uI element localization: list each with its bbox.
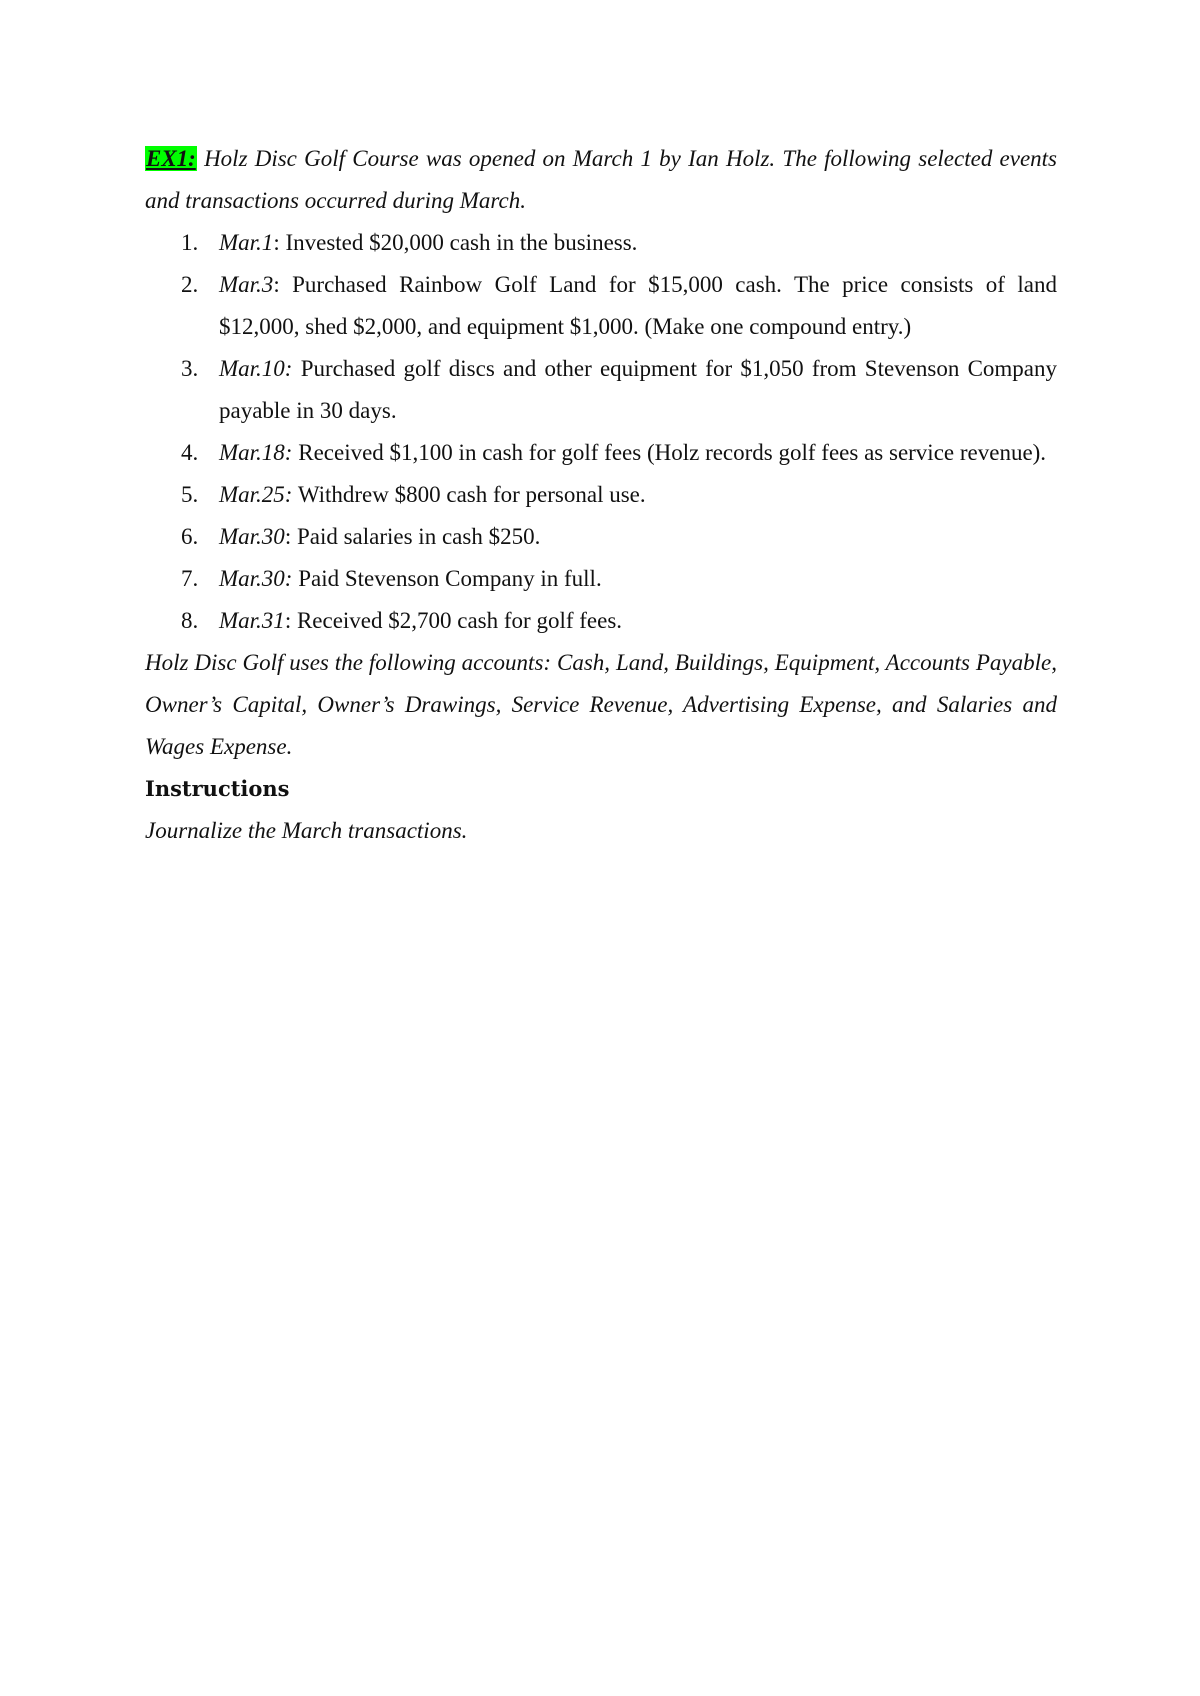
item-number: 7. <box>181 566 199 591</box>
list-item <box>145 474 1057 516</box>
item-number: 3. <box>181 356 199 381</box>
item-date: Mar.18: <box>219 440 293 465</box>
list-item <box>145 348 1057 432</box>
list-item <box>145 222 1057 264</box>
item-separator: : <box>273 230 286 255</box>
exercise-label: EX1: <box>146 146 196 171</box>
instructions-text: Journalize the March transactions. <box>145 818 468 843</box>
document-body <box>145 138 1057 852</box>
list-item <box>145 264 1057 348</box>
list-item <box>145 558 1057 600</box>
item-text: Invested $20,000 cash in the business. <box>285 230 638 255</box>
item-separator: : <box>284 608 297 633</box>
item-date: Mar.1 <box>219 230 274 255</box>
instructions-heading: Instructions <box>145 776 290 801</box>
item-date: Mar.3 <box>219 272 274 297</box>
accounts-note: Holz Disc Golf uses the following accounts: Cash, Land, Buildings, Equipment, Accounts Payable, Owner’s Capital, Owner’s Drawings, Service Revenue, Advertising Expense, and Salaries and Wages Expense. <box>145 650 1057 759</box>
item-number: 6. <box>181 524 199 549</box>
item-number: 4. <box>181 440 199 465</box>
item-number: 8. <box>181 608 199 633</box>
exercise-intro-text: Holz Disc Golf Course was opened on March 1 by Ian Holz. The following selected events and transactions occurred during March. <box>145 146 1057 213</box>
list-item <box>145 432 1057 474</box>
item-date: Mar.10: <box>219 356 293 381</box>
item-number: 2. <box>181 272 199 297</box>
item-separator: : <box>284 524 297 549</box>
item-text: Paid Stevenson Company in full. <box>298 566 602 591</box>
list-item <box>145 516 1057 558</box>
item-date: Mar.31 <box>219 608 285 633</box>
item-text: Purchased Rainbow Golf Land for $15,000 cash. The price consists of land $12,000, shed $2,000, and equipment $1,000. (Make one compound entry.) <box>219 272 1057 339</box>
item-text: Withdrew $800 cash for personal use. <box>297 482 646 507</box>
item-text: Purchased golf discs and other equipment for $1,050 from Stevenson Company payable in 30 days. <box>219 356 1058 423</box>
list-item <box>145 600 1057 642</box>
item-number: 1. <box>181 230 199 255</box>
item-date: Mar.25: <box>219 482 293 507</box>
item-text: Received $1,100 in cash for golf fees (Holz records golf fees as service revenue). <box>298 440 1047 465</box>
transaction-list <box>145 222 1057 642</box>
item-text: Paid salaries in cash $250. <box>296 524 541 549</box>
item-separator: : <box>273 272 293 297</box>
item-text: Received $2,700 cash for golf fees. <box>296 608 623 633</box>
item-number: 5. <box>181 482 199 507</box>
exercise-intro <box>145 138 1057 222</box>
item-date: Mar.30: <box>219 566 293 591</box>
item-separator <box>292 356 300 381</box>
item-date: Mar.30 <box>219 524 285 549</box>
